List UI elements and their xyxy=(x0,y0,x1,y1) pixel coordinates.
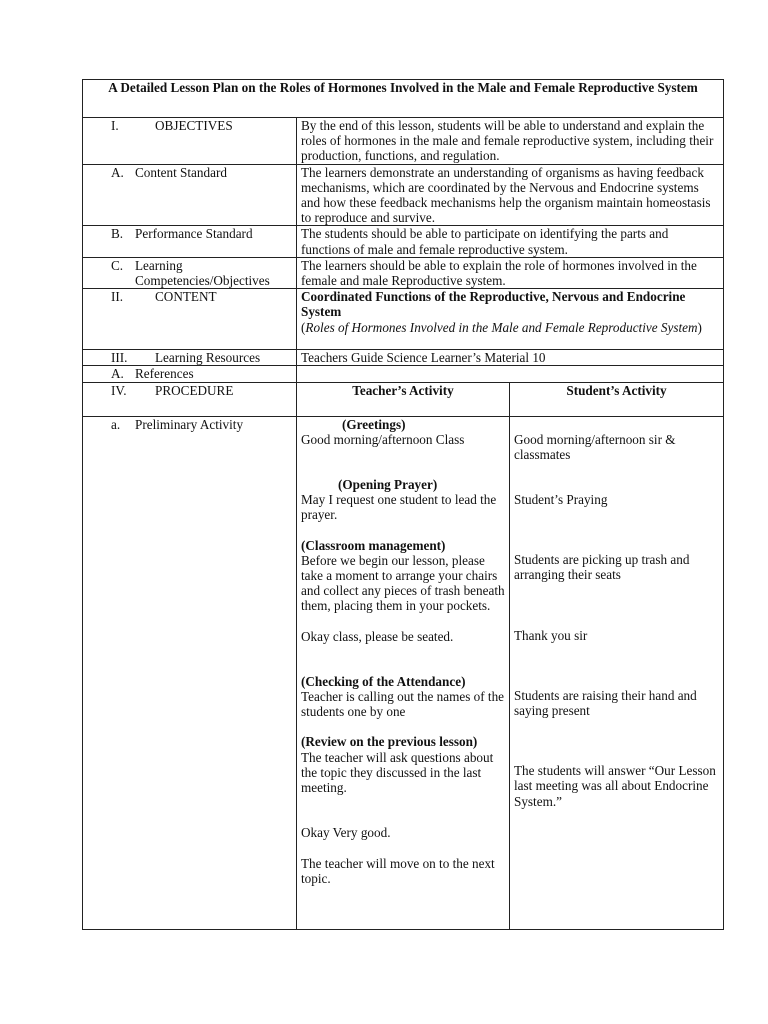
content-standard-label-cell xyxy=(83,164,297,226)
preliminary-label-cell xyxy=(83,416,297,929)
section-number: B. xyxy=(111,226,124,242)
section-label: OBJECTIVES xyxy=(155,118,233,133)
content-row xyxy=(83,289,724,350)
competencies-label-cell xyxy=(83,257,297,288)
references-text xyxy=(297,366,724,382)
section-number: IV. xyxy=(111,382,127,398)
section-number: a. xyxy=(111,416,121,432)
greetings-student-text: Good morning/afternoon sir & classmates xyxy=(514,431,676,462)
content-text-cell xyxy=(297,289,724,350)
references-row xyxy=(83,366,724,382)
competencies-row xyxy=(83,257,724,288)
seated-student-text: Thank you sir xyxy=(514,627,588,643)
objectives-label-cell xyxy=(83,118,297,165)
management-teacher-text: Before we begin our lesson, please take a moment to arrange your chairs and collect any pieces of trash beneath them, placing them in your pockets. xyxy=(301,552,505,614)
section-number: A. xyxy=(111,164,124,180)
resources-text: Teachers Guide Science Learner’s Material 10 xyxy=(297,350,724,366)
performance-standard-text: The students should be able to participate on identifying the parts and functions of male and female reproductive system. xyxy=(297,226,724,257)
section-label: Preliminary Activity xyxy=(135,416,244,432)
lesson-plan-table xyxy=(82,79,724,930)
prayer-heading: (Opening Prayer) xyxy=(338,477,438,493)
performance-standard-row xyxy=(83,226,724,257)
review-heading: (Review on the previous lesson) xyxy=(301,734,478,750)
procedure-row xyxy=(83,382,724,416)
resources-label-cell xyxy=(83,350,297,366)
procedure-label-cell xyxy=(83,382,297,416)
content-subtopic: Roles of Hormones Involved in the Male and Female Reproductive System xyxy=(305,319,698,335)
management-heading: (Classroom management) xyxy=(301,537,446,553)
section-number: A. xyxy=(111,366,124,382)
student-activity-header: Student’s Activity xyxy=(510,382,724,416)
prayer-teacher-text: May I request one student to lead the prayer. xyxy=(301,492,497,523)
section-label: Learning Competencies/Objectives xyxy=(135,257,270,289)
performance-standard-label-cell xyxy=(83,226,297,257)
content-standard-row xyxy=(83,164,724,226)
title-row xyxy=(83,80,724,118)
review-student-text: The students will answer “Our Lesson last meeting was all about Endocrine System.” xyxy=(514,763,716,809)
paren-open: ( xyxy=(301,319,306,335)
preliminary-row xyxy=(83,416,724,929)
student-activity-cell xyxy=(510,416,724,929)
content-topic: Coordinated Functions of the Reproductive, Nervous and Endocrine System xyxy=(301,289,686,320)
section-label: CONTENT xyxy=(155,289,217,305)
section-number: C. xyxy=(111,257,124,273)
section-number: I. xyxy=(111,118,119,133)
teacher-activity-cell xyxy=(297,416,510,929)
section-number: II. xyxy=(111,289,124,305)
teacher-activity-header: Teacher’s Activity xyxy=(297,382,510,416)
section-label: Performance Standard xyxy=(135,226,253,242)
greetings-teacher-text: Good morning/afternoon Class xyxy=(301,431,465,447)
greetings-heading: (Greetings) xyxy=(342,416,406,432)
section-label: Learning Resources xyxy=(155,350,261,366)
prayer-student-text: Student’s Praying xyxy=(514,492,608,508)
content-label-cell xyxy=(83,289,297,350)
management-student-text: Students are picking up trash and arranging their seats xyxy=(514,552,690,583)
objectives-row xyxy=(83,118,724,165)
good-teacher-text: Okay Very good. xyxy=(301,825,391,841)
section-number: III. xyxy=(111,350,128,366)
review-teacher-text: The teacher will ask questions about the topic they discussed in the last meeting. xyxy=(301,749,494,796)
objectives-text: By the end of this lesson, students will be able to understand and explain the roles of hormones in the male and female reproductive system, including their production, functions, and regulation. xyxy=(297,118,724,165)
attendance-teacher-text: Teacher is calling out the names of the students one by one xyxy=(301,689,505,720)
section-label: PROCEDURE xyxy=(155,382,234,398)
document-title: A Detailed Lesson Plan on the Roles of Hormones Involved in the Male and Female Reproductive System xyxy=(83,80,724,118)
content-standard-text: The learners demonstrate an understanding of organisms as having feedback mechanisms, which are coordinated by the Nervous and Endocrine systems and how these feedback mechanisms help the organism maintain homeostasis to reproduce and survive. xyxy=(297,164,724,226)
resources-row xyxy=(83,350,724,366)
competencies-text: The learners should be able to explain the role of hormones involved in the female and male Reproductive system. xyxy=(297,257,724,288)
next-teacher-text: The teacher will move on to the next topic. xyxy=(301,855,495,886)
paren-close: ) xyxy=(697,319,702,335)
references-label-cell xyxy=(83,366,297,382)
attendance-student-text: Students are raising their hand and saying present xyxy=(514,687,697,719)
section-label: Content Standard xyxy=(135,164,227,180)
seated-teacher-text: Okay class, please be seated. xyxy=(301,628,454,644)
section-label: References xyxy=(135,366,194,382)
attendance-heading: (Checking of the Attendance) xyxy=(301,673,466,689)
